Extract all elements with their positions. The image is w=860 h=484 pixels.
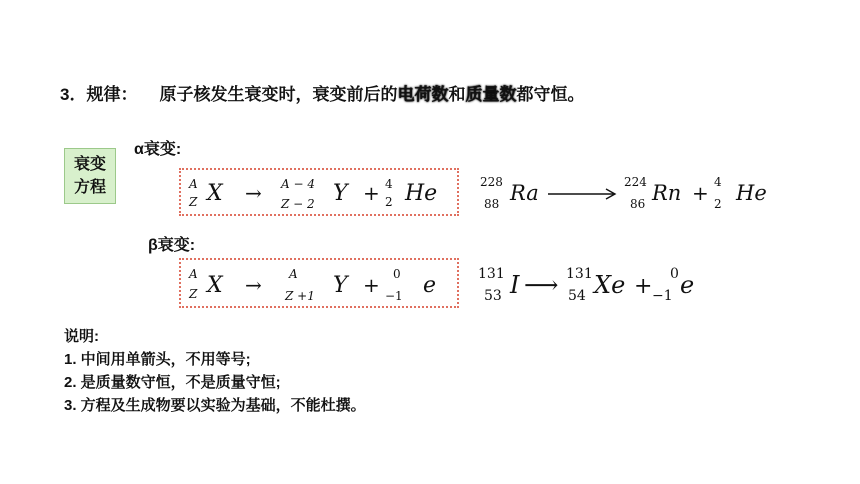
beta-particle-symbol: e (423, 273, 437, 298)
e-charge-number: −1 (652, 288, 673, 304)
i-charge-number: 53 (484, 288, 502, 304)
beta-particle-mass: 0 (393, 267, 401, 281)
rule-text-and: 和 (448, 85, 466, 104)
ra-mass-number: 228 (480, 175, 503, 189)
notes-title: 说明: (64, 328, 99, 345)
note-item-2: 2. 是质量数守恒，不是质量守恒; (64, 374, 281, 391)
beta-example-equation (474, 262, 710, 308)
long-arrow-icon (548, 189, 615, 199)
badge-line-2: 方程 (73, 179, 106, 196)
alpha-plus: + (363, 181, 380, 205)
alpha-daughter-charge: Z − 2 (281, 197, 315, 211)
alpha-arrow: → (245, 181, 262, 205)
alpha-particle-symbol: He (405, 181, 438, 206)
xe-mass-number: 131 (566, 266, 593, 282)
beta-daughter-mass: A (289, 267, 298, 281)
rn-mass-number: 224 (624, 175, 647, 189)
alpha-particle-mass: 4 (385, 177, 393, 191)
ra-charge-number: 88 (484, 197, 500, 211)
he-symbol: He (736, 181, 767, 205)
beta-arrow: → (245, 273, 262, 297)
rule-text-post: 都守恒。 (516, 85, 585, 104)
note-item-1: 1. 中间用单箭头，不用等号; (64, 351, 251, 368)
rn-symbol: Rn (652, 181, 682, 205)
rn-charge-number: 86 (630, 197, 646, 211)
beta-example-arrow: ⟶ (524, 271, 559, 299)
beta-plus: + (363, 273, 380, 297)
alpha-parent-symbol: X (207, 181, 223, 206)
alpha-example-equation (474, 168, 778, 216)
i-mass-number: 131 (478, 266, 505, 282)
rule-number: 3．规律： (60, 85, 138, 104)
xe-charge-number: 54 (568, 288, 586, 304)
rule-term-charge-number: 电荷数 (397, 85, 449, 104)
note-item-3: 3. 方程及生成物要以实验为基础，不能杜撰。 (64, 397, 366, 414)
beta-daughter-charge: Z +1 (285, 289, 315, 303)
alpha-example-equation-box (474, 168, 778, 216)
alpha-general-equation-box (179, 168, 459, 216)
alpha-general-equation (181, 170, 457, 214)
beta-example-plus: + (634, 274, 653, 299)
badge-line-1: 衰变 (73, 156, 106, 173)
beta-parent-symbol: X (207, 273, 223, 298)
beta-daughter-symbol: Y (333, 273, 348, 298)
e-mass-number: 0 (670, 266, 679, 282)
rule-text-pre: 原子核发生衰变时，衰变前后的 (159, 85, 398, 104)
beta-decay-label: β衰变: (148, 237, 196, 254)
ra-symbol: Ra (510, 181, 539, 205)
alpha-decay-label: α衰变: (134, 141, 182, 158)
alpha-daughter-mass: A − 4 (281, 177, 315, 191)
decay-equation-badge (64, 148, 116, 204)
alpha-daughter-symbol: Y (333, 181, 348, 206)
alpha-example-plus: + (692, 181, 709, 205)
conservation-rule (60, 80, 584, 105)
xe-symbol: Xe (594, 271, 626, 299)
he-charge-number: 2 (714, 197, 722, 211)
alpha-parent-mass: A (189, 177, 198, 191)
beta-particle-charge: −1 (385, 289, 403, 303)
rule-term-mass-number: 质量数 (465, 85, 517, 104)
beta-parent-mass: A (189, 267, 198, 281)
beta-general-equation (181, 260, 457, 306)
beta-general-equation-box (179, 258, 459, 308)
alpha-particle-charge: 2 (385, 195, 393, 209)
beta-example-equation-box (474, 262, 710, 308)
beta-parent-charge: Z (189, 287, 198, 301)
notes-section (64, 325, 366, 417)
he-mass-number: 4 (714, 175, 722, 189)
e-symbol: e (680, 271, 695, 299)
i-symbol: I (510, 271, 520, 299)
alpha-parent-charge: Z (189, 195, 198, 209)
